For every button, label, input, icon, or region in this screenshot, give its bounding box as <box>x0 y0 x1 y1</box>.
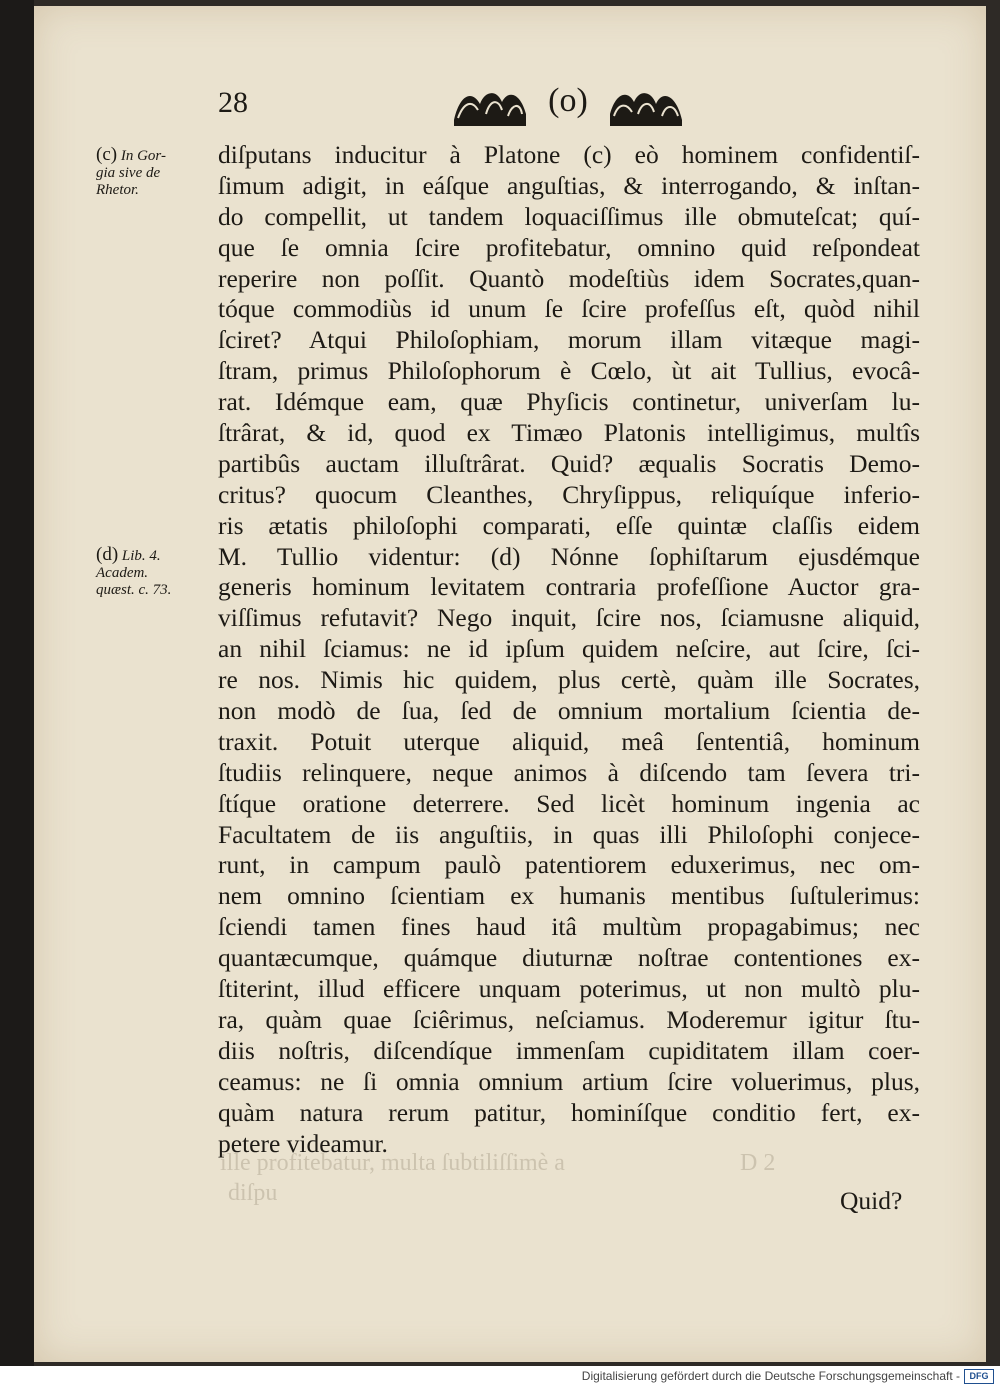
text-line: do compellit, ut tandem loquaciſſimus ille obmuteſcat; quí- <box>218 201 920 231</box>
text-line: ceamus: ne ſi omnia omnium artium ſcire voluerimus, plus, <box>218 1066 920 1096</box>
text-line: tóque commodiùs id unum ſe ſcire profeſſus eſt, quòd nihil <box>218 294 920 324</box>
text-line: quàm natura rerum patitur, hominíſque conditio fert, ex- <box>218 1097 920 1127</box>
text-line: ſimum adigit, in eáſque anguſtias, & interrogando, & inſtan- <box>218 170 920 200</box>
text-line: an nihil ſciamus: ne id ipſum quidem neſcire, aut ſcire, ſci- <box>218 634 920 664</box>
catchword: Quid? <box>840 1186 903 1215</box>
header-mark: (o) <box>548 82 588 119</box>
margin-note-line: In Gor- <box>120 148 166 164</box>
header-ornament <box>450 82 686 130</box>
right-ornament-icon <box>606 84 686 130</box>
margin-note-line: Rhetor. <box>96 182 139 198</box>
margin-note-line: quæst. c. 73. <box>96 582 172 598</box>
text-line: reperire non poſſit. Quantò modeſtiùs idem Socrates,quan- <box>218 263 920 293</box>
text-line: ſtíque oratione deterrere. Sed licèt hominum ingenia ac <box>218 788 920 818</box>
show-through-signature: D 2 <box>740 1150 776 1176</box>
footer-credit: Digitalisierung gefördert durch die Deutsche Forschungsgemeinschaft - <box>581 1369 960 1383</box>
text-line: ſtiterint, illud efficere unquam poterimus, ut non multò plu- <box>218 974 920 1004</box>
show-through-text: ille profitebatur, multa ſubtiliſſimè a <box>220 1150 565 1176</box>
text-line: Facultatem de iis anguſtiis, in quas illi Philoſophi conjece- <box>218 819 920 849</box>
margin-note-line: gia sive de <box>96 165 161 181</box>
text-line: que ſe omnia ſcire profitebatur, omnino quid reſpondeat <box>218 232 920 262</box>
text-line: nem omnino ſcientiam ex humanis mentibus ſuſtulerimus: <box>218 881 920 911</box>
digitization-footer <box>0 1366 1000 1386</box>
dfg-logo: DFG <box>964 1369 994 1384</box>
margin-note-mark: (c) <box>96 144 118 165</box>
text-line: ris ætatis philoſophi comparati, eſſe quintæ claſſis eidem <box>218 510 920 540</box>
margin-note-c <box>96 146 166 199</box>
show-through-catchword: diſpu <box>228 1180 278 1206</box>
text-line: traxit. Potuit uterque aliquid, meâ ſententiâ, hominum <box>218 726 920 756</box>
text-line: critus? quocum Cleanthes, Chryſippus, reliquíque inferio- <box>218 479 920 509</box>
text-line: petere videamur. <box>218 1128 388 1158</box>
margin-note-mark: (d) <box>96 544 119 565</box>
text-line: ra, quàm quae ſciêrimus, neſciamus. Moderemur igitur ſtu- <box>218 1004 920 1034</box>
scan-edge <box>0 0 34 1366</box>
text-line: ſciret? Atqui Philoſophiam, morum illam vitæque magi- <box>218 325 920 355</box>
margin-note-line: Academ. <box>96 565 149 581</box>
text-line: M. Tullio videntur: (d) Nónne ſophiſtarum ejusdémque <box>218 541 920 571</box>
text-line: rat. Idémque eam, quæ Phyſicis continetur, univerſam lu- <box>218 387 920 417</box>
text-line: non modò de ſua, ſed de omnium mortalium ſcientia de- <box>218 696 920 726</box>
text-line: ſciendi tamen fines haud itâ multùm propagabimus; nec <box>218 912 920 942</box>
text-line: quantæcumque, quámque diuturnæ noſtrae contentiones ex- <box>218 943 920 973</box>
page-number: 28 <box>218 86 248 119</box>
text-line: ſtram, primus Philoſophorum è Cœlo, ùt ait Tullius, evocâ- <box>218 356 920 386</box>
body-text <box>218 140 920 1159</box>
text-line: runt, in campum paulò patentiorem eduxerimus, nec om- <box>218 850 920 880</box>
text-line: viſſimus refutavit? Nego inquit, ſcire nos, ſciamusne aliquid, <box>218 603 920 633</box>
margin-note-d <box>96 546 171 599</box>
margin-note-line: Lib. 4. <box>121 548 161 564</box>
text-line: re nos. Nimis hic quidem, plus certè, quàm ille Socrates, <box>218 665 920 695</box>
text-line: diis noſtris, diſcendíque immenſam cupiditatem illam coer- <box>218 1035 920 1065</box>
text-line: diſputans inducitur à Platone (c) eò hominem confidentiſ- <box>218 140 920 169</box>
text-line: generis hominum levitatem contraria profeſſione Auctor gra- <box>218 572 920 602</box>
text-line: ſtudiis relinquere, neque animos à diſcendo tam ſevera tri- <box>218 757 920 787</box>
text-line: partibûs auctam illuſtrârat. Quid? æqualis Socratis Demo- <box>218 448 920 478</box>
text-line: ſtrârat, & id, quod ex Timæo Platonis intelligimus, multîs <box>218 418 920 448</box>
left-ornament-icon <box>450 84 530 130</box>
